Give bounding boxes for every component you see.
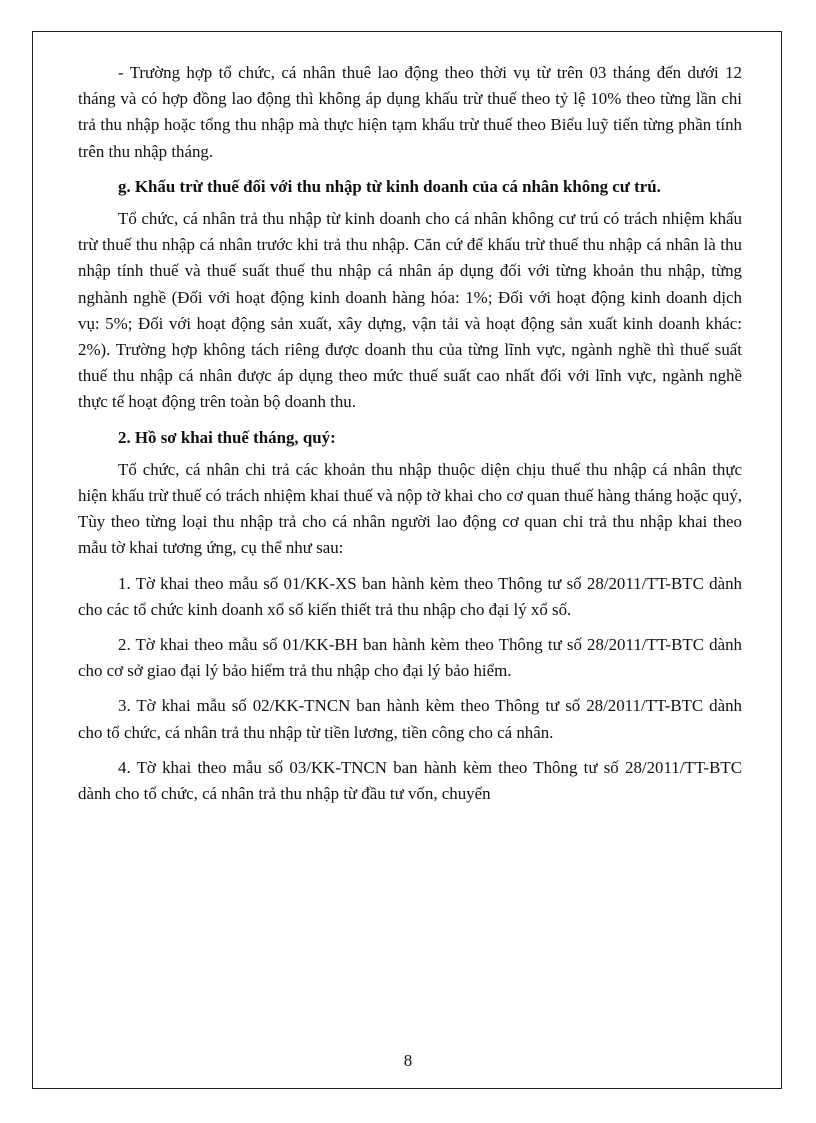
- section-heading-g: g. Khấu trừ thuế đối với thu nhập từ kinh doanh của cá nhân không cư trú.: [118, 176, 661, 196]
- paragraph-non-resident-withholding: Tổ chức, cá nhân trả thu nhập từ kinh doanh cho cá nhân không cư trú có trách nhiệm khấu trừ thuế thu nhập cá nhân trước khi trả thu nhập. Căn cứ để khấu trừ thuế thu nhập cá nhân là thu nhập tính thuế và thuế suất thuế thu nhập cá nhân áp dụng đối với từng khoản thu nhập, từng nghành nghề (Đối với hoạt động kinh doanh hàng hóa: 1%; Đối với hoạt động kinh doanh dịch vụ: 5%; Đối với hoạt động sản xuất, xây dựng, vận tải và hoạt động sản xuất kinh doanh khác: 2%). Trường hợp không tách riêng được doanh thu của từng lĩnh vực, ngành nghề thì thuế suất thuế thu nhập cá nhân được áp dụng theo mức thuế suất cao nhất đối với lĩnh vực, ngành nghề thực tế hoạt động trên toàn bộ doanh thu.: [78, 209, 742, 412]
- document-body: [78, 60, 742, 816]
- list-item-form-02-kk-tncn: 3. Tờ khai mẫu số 02/KK-TNCN ban hành kèm theo Thông tư số 28/2011/TT-BTC dành cho tổ chức, cá nhân trả thu nhập từ tiền lương, tiền công cho cá nhân.: [78, 696, 742, 742]
- list-item-form-03-kk-tncn: 4. Tờ khai theo mẫu số 03/KK-TNCN ban hành kèm theo Thông tư số 28/2011/TT-BTC dành cho tổ chức, cá nhân trả thu nhập từ đầu tư vốn, chuyển: [78, 757, 742, 804]
- paragraph-seasonal-labor: - Trường hợp tổ chức, cá nhân thuê lao động theo thời vụ từ trên 03 tháng đến dưới 12 tháng và có hợp đồng lao động thì không áp dụng khấu trừ thuế theo tỷ lệ 10% theo từng lần chi trả thu nhập hoặc tổng thu nhập mà thực hiện tạm khấu trừ thuế theo Biểu luỹ tiến từng phần tính trên thu nhập tháng.: [78, 63, 742, 161]
- page-number: 8: [403, 1051, 413, 1070]
- list-item-form-01-kk-bh: 2. Tờ khai theo mẫu số 01/KK-BH ban hành kèm theo Thông tư số 28/2011/TT-BTC dành cho cơ sở giao đại lý bảo hiểm trả thu nhập cho đại lý bảo hiểm.: [78, 635, 742, 681]
- list-item-form-01-kk-xs: 1. Tờ khai theo mẫu số 01/KK-XS ban hành kèm theo Thông tư số 28/2011/TT-BTC dành cho các tổ chức kinh doanh xổ số kiến thiết trả thu nhập cho đại lý xổ số.: [78, 573, 742, 619]
- paragraph-declaration-intro: Tổ chức, cá nhân chi trả các khoản thu nhập thuộc diện chịu thuế thu nhập cá nhân thực hiện khấu trừ thuế có trách nhiệm khai thuế và nộp tờ khai cho cơ quan thuế hàng tháng hoặc quý, Tùy theo từng loại thu nhập trả cho cá nhân người lao động cơ quan chi trả thu nhập khai theo mẫu tờ khai tương ứng, cụ thể như sau:: [78, 459, 742, 558]
- section-heading-2: 2. Hồ sơ khai thuế tháng, quý:: [118, 427, 336, 447]
